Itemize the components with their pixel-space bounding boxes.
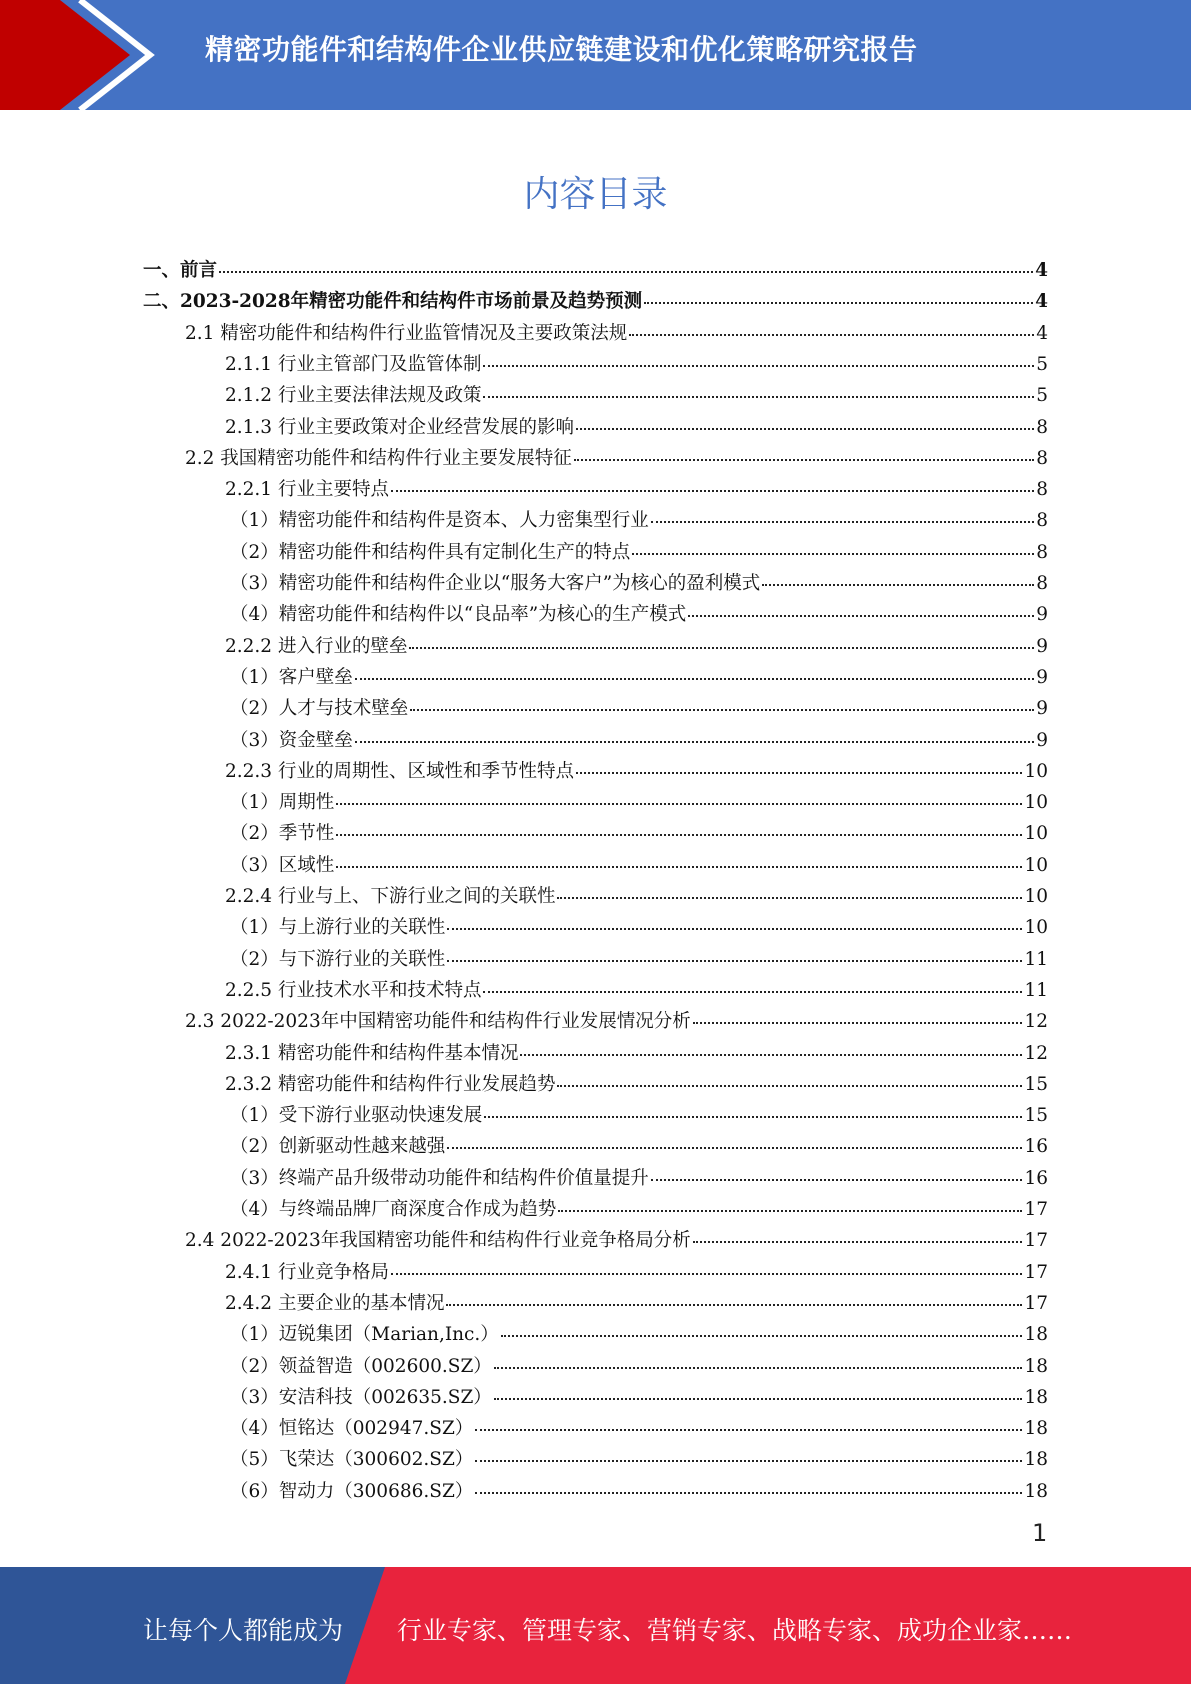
- toc-entry-page: 12: [1024, 1011, 1048, 1033]
- toc-entry[interactable]: [230, 662, 1048, 693]
- toc-entry[interactable]: [225, 412, 1048, 443]
- toc-entry-text: 2.2.5 行业技术水平和技术特点: [225, 979, 482, 1001]
- toc-entry-text: （3）区域性: [230, 854, 335, 876]
- toc-entry-page: 18: [1024, 1324, 1048, 1346]
- toc-entry-page: 8: [1036, 479, 1048, 501]
- toc-entry[interactable]: [230, 1194, 1048, 1225]
- toc-entry-page: 17: [1024, 1261, 1048, 1283]
- toc-entry-page: 8: [1036, 541, 1048, 563]
- toc-entry[interactable]: [225, 1038, 1048, 1069]
- toc-entry-text: （4）恒铭达（002947.SZ）: [230, 1418, 474, 1440]
- toc-entry-text: （6）智动力（300686.SZ）: [230, 1480, 474, 1502]
- toc-entry[interactable]: [230, 1382, 1048, 1413]
- toc-dot-leader: [336, 834, 1022, 836]
- toc-dot-leader: [447, 960, 1022, 962]
- toc-dot-leader: [483, 991, 1022, 993]
- toc-dot-leader: [391, 1273, 1022, 1275]
- toc-entry[interactable]: [185, 318, 1048, 349]
- toc-dot-leader: [576, 428, 1034, 430]
- toc-dot-leader: [494, 1398, 1023, 1400]
- toc-entry-page: 12: [1024, 1042, 1048, 1064]
- toc-entry-text: 一、前言: [143, 260, 218, 281]
- toc-dot-leader: [693, 1241, 1023, 1243]
- toc-dot-leader: [447, 928, 1022, 930]
- toc-dot-leader: [475, 1492, 1022, 1494]
- toc-entry[interactable]: [225, 1257, 1048, 1288]
- toc-entry-text: （2）人才与技术壁垒: [230, 698, 409, 720]
- toc-entry-text: （4）精密功能件和结构件以“良品率”为核心的生产模式: [230, 604, 687, 626]
- toc-entry-page: 15: [1024, 1105, 1048, 1127]
- toc-entry[interactable]: [230, 818, 1048, 849]
- toc-entry-page: 10: [1024, 886, 1048, 907]
- toc-dot-leader: [336, 866, 1022, 868]
- toc-dot-leader: [651, 1179, 1023, 1181]
- toc-entry-text: （1）客户壁垒: [230, 666, 353, 688]
- toc-dot-leader: [693, 1022, 1023, 1024]
- toc-entry[interactable]: [230, 787, 1048, 818]
- toc-entry-text: （4）与终端品牌厂商深度合作成为趋势: [230, 1199, 557, 1220]
- toc-entry-page: 9: [1036, 729, 1048, 751]
- toc-entry-page: 17: [1024, 1292, 1048, 1314]
- toc-entry-page: 5: [1036, 353, 1048, 375]
- toc-entry-page: 9: [1036, 698, 1048, 720]
- toc-dot-leader: [391, 490, 1034, 492]
- toc-entry-page: 4: [1036, 322, 1048, 344]
- toc-entry-text: 2.3 2022-2023年中国精密功能件和结构件行业发展情况分析: [185, 1011, 691, 1033]
- toc-entry[interactable]: [225, 474, 1048, 505]
- toc-entry[interactable]: [225, 380, 1048, 411]
- toc-entry[interactable]: [230, 850, 1048, 881]
- toc-entry-page: 16: [1024, 1136, 1048, 1158]
- toc-entry[interactable]: [230, 912, 1048, 943]
- toc-entry-text: （2）季节性: [230, 823, 335, 845]
- toc-entry-text: 2.1.1 行业主管部门及监管体制: [225, 353, 482, 375]
- toc-dot-leader: [574, 459, 1034, 461]
- toc-entry[interactable]: [185, 1006, 1048, 1037]
- toc-entry[interactable]: [225, 1288, 1048, 1319]
- toc-entry-page: 18: [1024, 1480, 1048, 1502]
- toc-dot-leader: [219, 271, 1033, 273]
- toc-entry-text: （3）资金壁垒: [230, 729, 353, 751]
- toc-entry-page: 18: [1024, 1449, 1048, 1471]
- toc-entry-text: 2.1.2 行业主要法律法规及政策: [225, 385, 482, 407]
- header-chevron-decoration: [0, 0, 160, 110]
- toc-entry-page: 5: [1036, 385, 1048, 407]
- toc-entry-text: （3）终端产品升级带动功能件和结构件价值量提升: [230, 1167, 649, 1189]
- header-title: 精密功能件和结构件企业供应链建设和优化策略研究报告: [205, 33, 918, 66]
- toc-dot-leader: [447, 1147, 1022, 1149]
- toc-dot-leader: [410, 709, 1034, 711]
- toc-entry[interactable]: [230, 537, 1048, 568]
- toc-entry-text: （1）受下游行业驱动快速发展: [230, 1105, 483, 1127]
- toc-dot-leader: [409, 647, 1034, 649]
- toc-entry[interactable]: [230, 1444, 1048, 1475]
- toc-dot-leader: [446, 1304, 1022, 1306]
- toc-entry-page: 15: [1024, 1073, 1048, 1095]
- toc-entry-page: 18: [1024, 1355, 1048, 1377]
- toc-entry[interactable]: [230, 1100, 1048, 1131]
- toc-entry-page: 16: [1024, 1167, 1048, 1189]
- toc-dot-leader: [520, 1054, 1022, 1056]
- toc-entry[interactable]: [230, 944, 1048, 975]
- toc-entry-text: （1）迈锐集团（Marian,Inc.）: [230, 1324, 499, 1346]
- toc-entry-page: 11: [1024, 948, 1048, 970]
- toc-entry-text: 2.4.2 主要企业的基本情况: [225, 1292, 445, 1314]
- toc-entry-text: （1）周期性: [230, 792, 335, 814]
- footer-slogan-left: 让每个人都能成为: [143, 1616, 344, 1645]
- toc-entry-page: 18: [1024, 1386, 1048, 1408]
- toc-entry[interactable]: [143, 255, 1048, 286]
- toc-dot-leader: [558, 1210, 1022, 1212]
- toc-dot-leader: [762, 584, 1034, 586]
- toc-dot-leader: [355, 741, 1034, 743]
- toc-entry[interactable]: [225, 756, 1048, 787]
- toc-entry-page: 8: [1036, 416, 1048, 438]
- toc-dot-leader: [355, 678, 1034, 680]
- toc-entry-text: 2.1.3 行业主要政策对企业经营发展的影响: [225, 416, 574, 438]
- toc-dot-leader: [632, 553, 1034, 555]
- toc-title: 内容目录: [523, 174, 668, 215]
- toc-entry-text: （2）创新驱动性越来越强: [230, 1136, 446, 1158]
- toc-entry-text: （3）精密功能件和结构件企业以“服务大客户”为核心的盈利模式: [230, 573, 761, 594]
- toc-entry[interactable]: [230, 505, 1048, 536]
- toc-entry-text: 2.2.1 行业主要特点: [225, 479, 389, 501]
- page-footer: [0, 1567, 1191, 1684]
- toc-entry-page: 10: [1024, 917, 1048, 939]
- toc-entry-page: 8: [1036, 447, 1048, 469]
- toc-entry-page: 17: [1024, 1199, 1048, 1220]
- toc-dot-leader: [501, 1335, 1023, 1337]
- toc-dot-leader: [644, 302, 1033, 304]
- toc-entry-text: 2.1 精密功能件和结构件行业监管情况及主要政策法规: [185, 322, 628, 344]
- toc-entry[interactable]: [230, 599, 1048, 630]
- toc-dot-leader: [651, 521, 1034, 523]
- toc-entry-page: 18: [1024, 1418, 1048, 1440]
- toc-entry-page: 8: [1036, 510, 1048, 532]
- page-number: 1: [1032, 1519, 1048, 1547]
- toc-entry-page: 9: [1036, 666, 1048, 688]
- toc-entry-text: 2.2.4 行业与上、下游行业之间的关联性: [225, 886, 556, 907]
- toc-entry[interactable]: [230, 1413, 1048, 1444]
- toc-dot-leader: [475, 1429, 1022, 1431]
- toc-entry[interactable]: [230, 1351, 1048, 1382]
- toc-dot-leader: [475, 1460, 1022, 1462]
- toc-entry-page: 10: [1024, 854, 1048, 876]
- toc-entry-text: （1）与上游行业的关联性: [230, 917, 446, 939]
- toc-dot-leader: [494, 1367, 1023, 1369]
- toc-entry[interactable]: [143, 286, 1048, 317]
- toc-entry-text: 2.2.2 进入行业的壁垒: [225, 635, 408, 657]
- toc-entry-text: 二、2023-2028年精密功能件和结构件市场前景及趋势预测: [143, 291, 643, 313]
- toc-entry-text: 2.4 2022-2023年我国精密功能件和结构件行业竞争格局分析: [185, 1230, 691, 1252]
- toc-entry[interactable]: [225, 631, 1048, 662]
- toc-entry-page: 8: [1036, 573, 1048, 594]
- toc-entry[interactable]: [230, 568, 1048, 599]
- toc-dot-leader: [629, 334, 1034, 336]
- toc-entry-page: 11: [1024, 979, 1048, 1001]
- toc-entry[interactable]: [225, 881, 1048, 912]
- toc-entry-text: （3）安洁科技（002635.SZ）: [230, 1386, 492, 1408]
- toc-entry[interactable]: [230, 1476, 1048, 1507]
- toc-entry[interactable]: [225, 349, 1048, 380]
- toc-entry-text: （1）精密功能件和结构件是资本、人力密集型行业: [230, 510, 649, 532]
- toc-entry[interactable]: [230, 1163, 1048, 1194]
- toc-dot-leader: [484, 1116, 1022, 1118]
- toc-dot-leader: [688, 615, 1034, 617]
- toc-dot-leader: [557, 1085, 1022, 1087]
- toc-dot-leader: [483, 396, 1034, 398]
- toc-entry-text: （2）精密功能件和结构件具有定制化生产的特点: [230, 541, 631, 563]
- toc-entry[interactable]: [230, 693, 1048, 724]
- toc-entry-text: 2.3.2 精密功能件和结构件行业发展趋势: [225, 1073, 556, 1095]
- toc-entry-text: （2）与下游行业的关联性: [230, 948, 446, 970]
- toc-dot-leader: [336, 803, 1022, 805]
- toc-entry-page: 4: [1035, 291, 1048, 313]
- toc-entry-text: 2.2.3 行业的周期性、区域性和季节性特点: [225, 760, 574, 782]
- toc-entry-page: 10: [1024, 823, 1048, 845]
- toc-entry-text: 2.2 我国精密功能件和结构件行业主要发展特征: [185, 447, 572, 469]
- toc-entry-page: 17: [1024, 1230, 1048, 1252]
- toc-entry-page: 4: [1035, 260, 1048, 281]
- toc-entry-text: 2.3.1 精密功能件和结构件基本情况: [225, 1042, 519, 1064]
- toc-entry[interactable]: [225, 1069, 1048, 1100]
- toc-entry[interactable]: [185, 1225, 1048, 1256]
- toc-dot-leader: [576, 772, 1022, 774]
- toc-entry-page: 9: [1036, 604, 1048, 626]
- toc-dot-leader: [557, 897, 1022, 899]
- toc-entry[interactable]: [185, 443, 1048, 474]
- toc-entry[interactable]: [230, 1319, 1048, 1350]
- toc-entry-text: （2）领益智造（002600.SZ）: [230, 1355, 492, 1377]
- toc-entry-page: 9: [1036, 635, 1048, 657]
- toc-dot-leader: [483, 365, 1034, 367]
- toc-entry[interactable]: [225, 975, 1048, 1006]
- toc-entry[interactable]: [230, 725, 1048, 756]
- toc-entry[interactable]: [230, 1131, 1048, 1162]
- toc-entry-page: 10: [1024, 760, 1048, 782]
- toc-entry-text: （5）飞荣达（300602.SZ）: [230, 1449, 474, 1471]
- toc-entry-page: 10: [1024, 792, 1048, 814]
- toc-entry-text: 2.4.1 行业竞争格局: [225, 1261, 389, 1283]
- footer-slogan-right: 行业专家、管理专家、营销专家、战略专家、成功企业家……: [397, 1616, 1073, 1645]
- page-header: [0, 0, 1191, 110]
